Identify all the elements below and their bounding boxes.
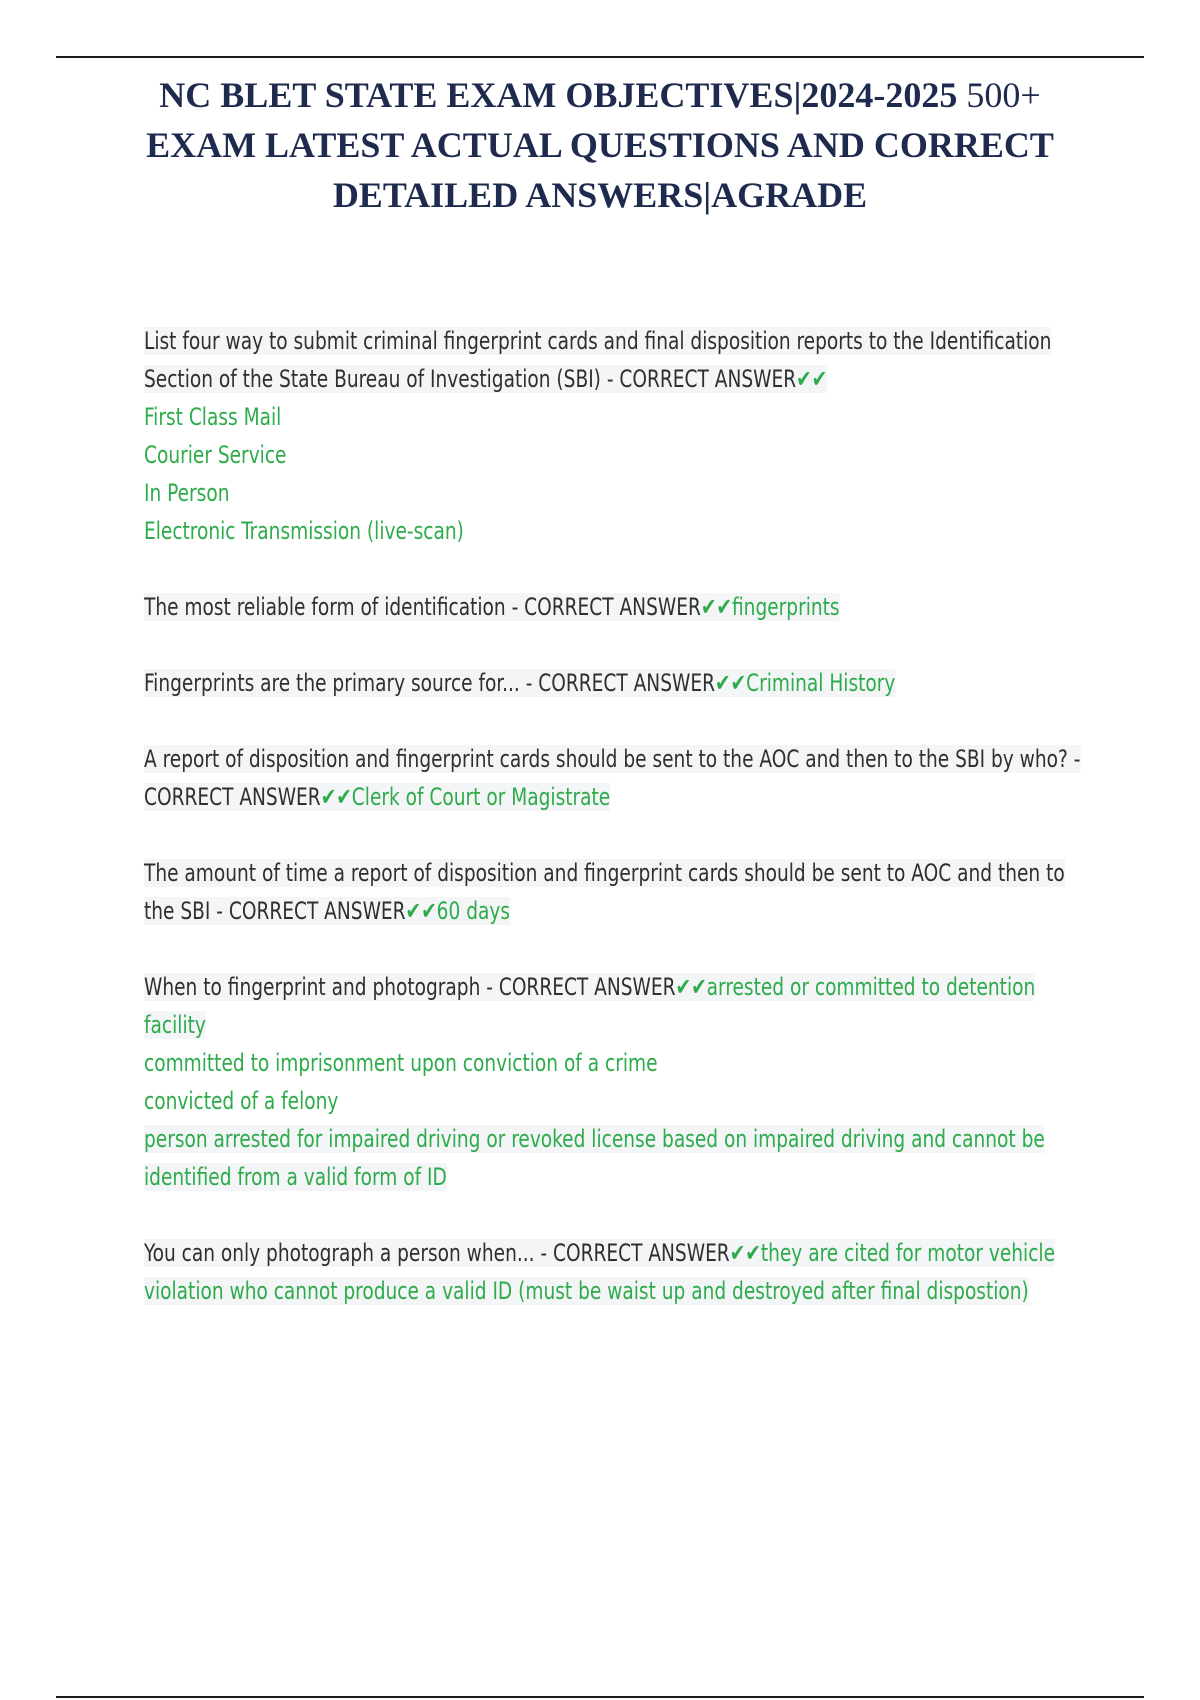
double-check-icon: ✔✔ — [700, 593, 732, 621]
double-check-icon: ✔✔ — [714, 669, 747, 697]
answer-text: 60 days — [436, 897, 511, 925]
answer-item: Electronic Transmission (live-scan) — [144, 517, 464, 545]
qa-item-2 — [144, 588, 1081, 626]
document-title — [120, 70, 1080, 220]
double-check-icon: ✔✔ — [320, 783, 352, 811]
answer-highlight: person arrested for impaired driving or revoked license based on impaired driving and cannot be identified from a valid form of ID — [144, 1125, 1045, 1191]
qa-item-3 — [144, 664, 1081, 702]
qa-content — [144, 322, 1084, 1348]
top-rule — [56, 56, 1144, 58]
answer-text: Clerk of Court or Magistrate — [351, 783, 611, 811]
qa-item-7 — [144, 1234, 1081, 1310]
double-check-icon: ✔✔ — [405, 897, 437, 925]
double-check-icon: ✔✔ — [729, 1239, 761, 1267]
answer-item: convicted of a felony — [144, 1087, 339, 1115]
answer-item: committed to imprisonment upon conviction of a crime — [144, 1049, 658, 1077]
double-check-icon: ✔✔ — [796, 365, 828, 393]
question-text: Fingerprints are the primary source for... - CORRECT ANSWER — [144, 669, 715, 697]
question-text: When to fingerprint and photograph - CORRECT ANSWER — [144, 973, 676, 1001]
qa-item-4 — [144, 740, 1081, 816]
title-bold: NC BLET STATE EXAM OBJECTIVES|2024-2025 — [159, 75, 958, 115]
question-text: A report of disposition and fingerprint cards should be sent to the AOC and then to the SBI by who? - CORRECT ANSWER — [144, 745, 1081, 811]
answer-item — [144, 1120, 1081, 1196]
answer-text: arrested or committed to detention facility — [144, 973, 1036, 1039]
qa-item-5 — [144, 854, 1081, 930]
answer-list — [144, 398, 1081, 550]
bottom-rule — [56, 1696, 1144, 1698]
answer-item: In Person — [144, 479, 230, 507]
answer-list — [144, 1044, 1081, 1196]
question-text: The amount of time a report of disposition and fingerprint cards should be sent to AOC and then to the SBI - CORRECT ANSWER — [144, 859, 1065, 925]
answer-item: Courier Service — [144, 441, 287, 469]
title-rest: EXAM LATEST ACTUAL QUESTIONS AND CORRECT DETAILED ANSWERS|AGRADE — [146, 125, 1054, 215]
answer-text: fingerprints — [731, 593, 840, 621]
question-text: The most reliable form of identification - CORRECT ANSWER — [144, 593, 701, 621]
qa-item-6 — [144, 968, 1081, 1196]
question-text: List four way to submit criminal fingerprint cards and final disposition reports to the Identification Section of the State Bureau of Investigation (SBI) - CORRECT ANSWER — [144, 327, 1052, 393]
qa-item-1 — [144, 322, 1081, 550]
answer-text: they are cited for motor vehicle violation who cannot produce a valid ID (must be waist up and destroyed after final dispostion) — [144, 1239, 1055, 1305]
title-light: 500+ — [957, 75, 1041, 115]
double-check-icon: ✔✔ — [675, 973, 707, 1001]
answer-text: Criminal History — [746, 669, 896, 697]
answer-item: First Class Mail — [144, 403, 282, 431]
question-text: You can only photograph a person when... - CORRECT ANSWER — [144, 1239, 730, 1267]
